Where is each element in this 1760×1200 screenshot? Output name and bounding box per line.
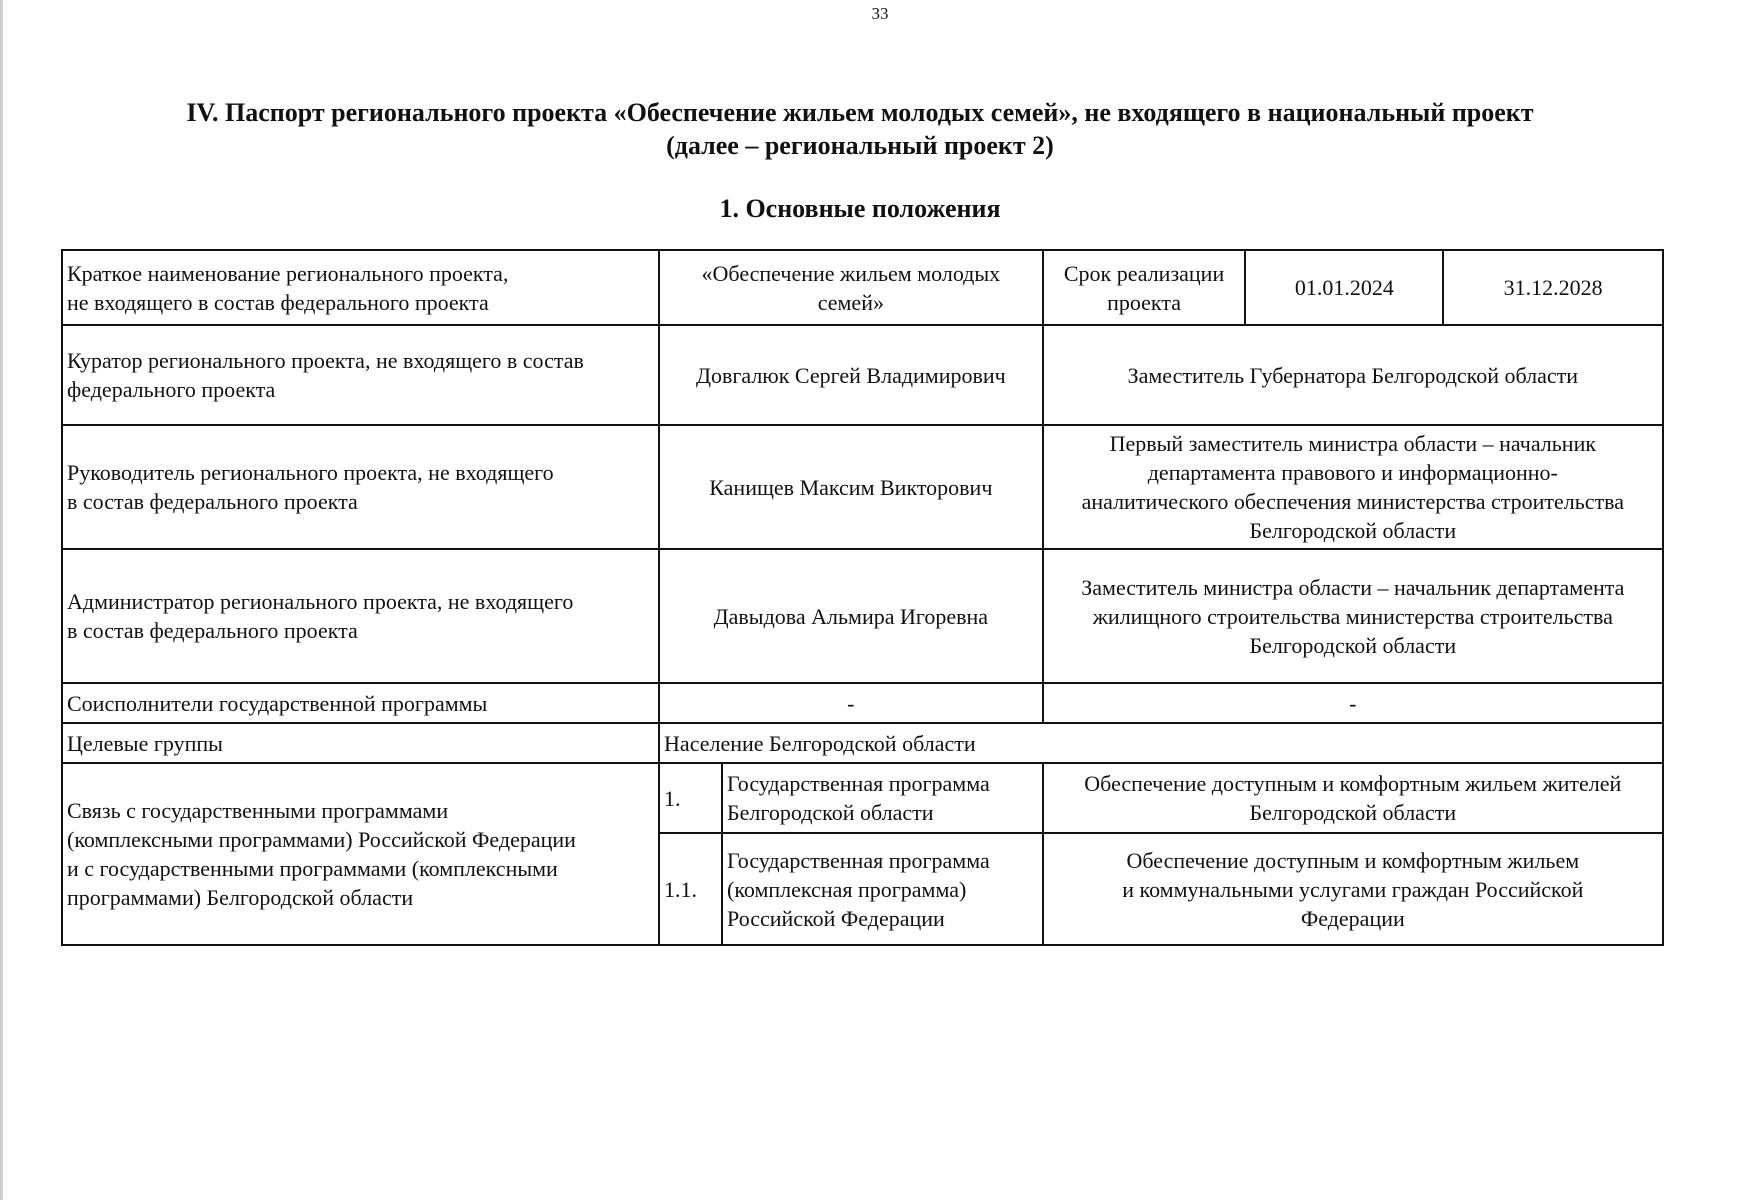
passport-table (61, 249, 1664, 946)
table-row (62, 425, 1663, 549)
administrator-label: Администратор регионального проекта, не входящего в состав федерального проекта (62, 549, 659, 683)
page-number: 33 (871, 4, 889, 23)
program-number: 1.1. (659, 833, 722, 945)
table-row (62, 549, 1663, 683)
coexecutors-value-2: - (1043, 683, 1663, 723)
start-date: 01.01.2024 (1245, 250, 1443, 325)
title-line-1: IV. Паспорт регионального проекта «Обеспечение жильем молодых семей», не входящего в национальный проект (186, 98, 1534, 127)
target-groups-value: Население Белгородской области (659, 723, 1663, 763)
document-title (0, 96, 1720, 162)
links-label: Связь с государственными программами (комплексными программами) Российской Федерации и с государственными программами (комплексными программами) Белгородской области (62, 763, 659, 945)
coexecutors-label: Соисполнители государственной программы (62, 683, 659, 723)
program-name: Обеспечение доступным и комфортным жильем жителей Белгородской области (1043, 763, 1663, 833)
section-title: 1. Основные положения (719, 194, 1001, 223)
administrator-name: Давыдова Альмира Игоревна (659, 549, 1043, 683)
administrator-position: Заместитель министра области – начальник департамента жилищного строительства министерства строительства Белгородской области (1043, 549, 1663, 683)
end-date: 31.12.2028 (1443, 250, 1663, 325)
short-name-label: Краткое наименование регионального проекта, не входящего в состав федерального проекта (62, 250, 659, 325)
scan-edge (0, 0, 3, 1200)
table-row (62, 250, 1663, 325)
curator-label: Куратор регионального проекта, не входящего в состав федерального проекта (62, 325, 659, 425)
coexecutors-value-1: - (659, 683, 1043, 723)
short-name-value: «Обеспечение жильем молодых семей» (659, 250, 1043, 325)
program-number: 1. (659, 763, 722, 833)
title-line-2: (далее – региональный проект 2) (666, 131, 1054, 160)
program-type: Государственная программа Белгородской области (722, 763, 1043, 833)
head-name: Канищев Максим Викторович (659, 425, 1043, 549)
program-type: Государственная программа (комплексная программа) Российской Федерации (722, 833, 1043, 945)
curator-name: Довгалюк Сергей Владимирович (659, 325, 1043, 425)
head-label: Руководитель регионального проекта, не входящего в состав федерального проекта (62, 425, 659, 549)
table-row (62, 325, 1663, 425)
table-row (62, 723, 1663, 763)
curator-position: Заместитель Губернатора Белгородской области (1043, 325, 1663, 425)
table-row (62, 763, 1663, 833)
period-label: Срок реализации проекта (1043, 250, 1246, 325)
program-name: Обеспечение доступным и комфортным жильем и коммунальными услугами граждан Российской Федерации (1043, 833, 1663, 945)
target-groups-label: Целевые группы (62, 723, 659, 763)
table-row (62, 683, 1663, 723)
head-position: Первый заместитель министра области – начальник департамента правового и информационно- аналитического обеспечения министерства строительства Белгородской области (1043, 425, 1663, 549)
